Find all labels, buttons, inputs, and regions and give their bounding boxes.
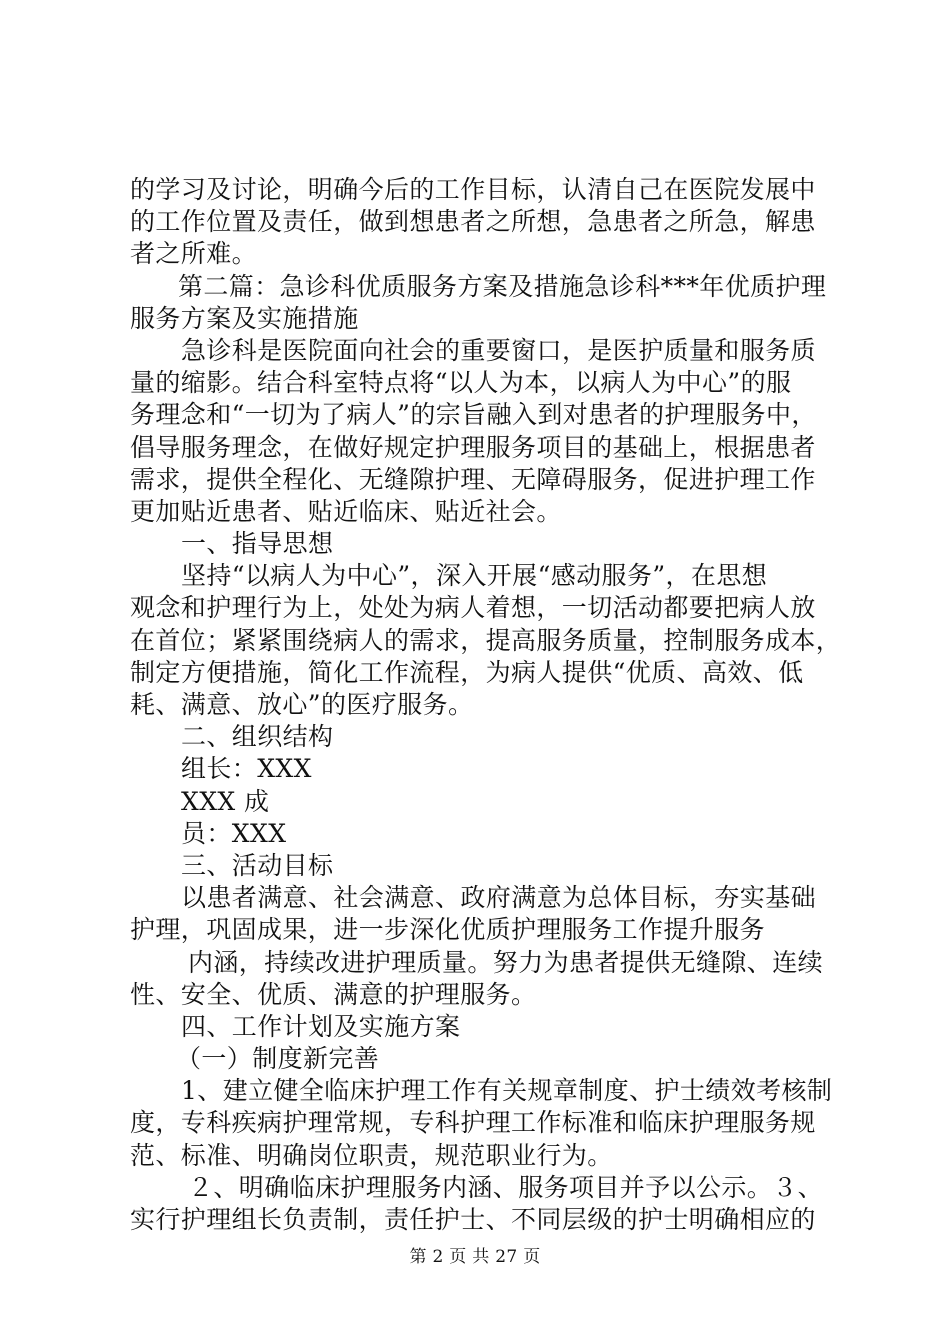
text-line: 以患者满意、社会满意、政府满意为总体目标，夯实基础 [181, 883, 817, 913]
section-heading: 二、组织结构 [181, 722, 334, 752]
text-line: 实行护理组长负责制，责任护士、不同层级的护士明确相应的 [130, 1205, 816, 1234]
text-line: 护理，巩固成果，进一步深化优质护理服务工作提升服务 [130, 915, 766, 945]
text-line: 量的缩影。结合科室特点将“以人为本，以病人为中心”的服 [130, 368, 792, 398]
text-line: 制定方便措施，简化工作流程，为病人提供“优质、高效、低 [130, 657, 804, 687]
text-line: 组长：XXX [181, 754, 312, 784]
text-line: 的工作位置及责任，做到想患者之所想，急患者之所急，解患 [130, 207, 816, 237]
text-line: 需求，提供全程化、无缝隙护理、无障碍服务，促进护理工作 [130, 464, 816, 494]
section-heading: 第二篇：急诊科优质服务方案及措施急诊科***年优质护理 [178, 271, 827, 301]
text-line: ２、明确临床护理服务内涵、服务项目并予以公示。３、 [188, 1172, 824, 1202]
text-line: 性、安全、优质、满意的护理服务。 [130, 979, 537, 1009]
text-line: 范、标准、明确岗位职责，规范职业行为。 [130, 1140, 613, 1170]
text-line: 1、建立健全临床护理工作有关规章制度、护士绩效考核制 [181, 1076, 833, 1106]
text-line: 务理念和“一切为了病人”的宗旨融入到对患者的护理服务中， [130, 400, 817, 430]
text-line: 的学习及讨论，明确今后的工作目标，认清自己在医院发展中 [130, 175, 816, 204]
text-line: 者之所难。 [130, 239, 258, 269]
text-line: 更加贴近患者、贴近临床、贴近社会。 [130, 496, 562, 526]
subsection-heading: （一）制度新完善 [176, 1044, 380, 1074]
text-line: 耗、满意、放心”的医疗服务。 [130, 690, 474, 719]
document-body [130, 174, 842, 1236]
section-heading: 四、工作计划及实施方案 [181, 1011, 461, 1041]
section-heading: 三、活动目标 [181, 850, 334, 880]
section-heading: 一、指导思想 [181, 529, 334, 559]
text-line: XXX 成 [181, 786, 270, 816]
text-line: 服务方案及实施措施 [130, 303, 359, 333]
text-line: 观念和护理行为上，处处为病人着想，一切活动都要把病人放 [130, 593, 816, 623]
text-line: 在首位；紧紧围绕病人的需求，提高服务质量，控制服务成本， [130, 625, 842, 655]
text-line: 坚持“以病人为中心”，深入开展“感动服务”，在思想 [181, 561, 768, 591]
text-line: 度，专科疾病护理常规，专科护理工作标准和临床护理服务规 [130, 1108, 816, 1138]
page-number-footer: 第 2 页 共 27 页 [409, 1247, 541, 1267]
text-line: 倡导服务理念，在做好规定护理服务项目的基础上，根据患者 [130, 432, 816, 462]
text-line: 内涵，持续改进护理质量。努力为患者提供无缝隙、连续 [188, 947, 824, 977]
text-line: 急诊科是医院面向社会的重要窗口，是医护质量和服务质 [181, 335, 817, 365]
text-line: 员：XXX [181, 818, 287, 848]
